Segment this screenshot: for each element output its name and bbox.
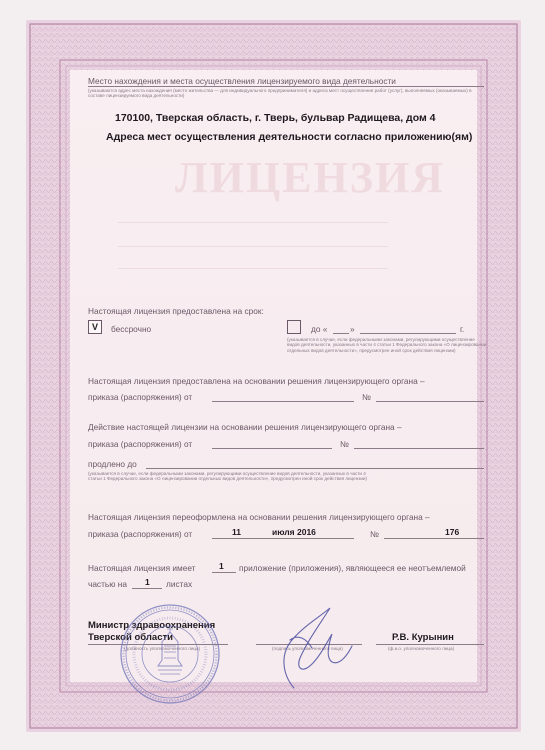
reissue-order-prefix: приказа (распоряжения) от (88, 529, 193, 539)
basis-number-line (376, 401, 484, 402)
annex-sheets-line (132, 588, 162, 589)
until-month-line (360, 333, 456, 334)
extended-until-line (146, 468, 484, 469)
position-caption: (должность уполномоченного лица) (124, 646, 201, 651)
extended-until-label: продлено до (88, 459, 137, 469)
indefinite-label: бессрочно (111, 324, 152, 334)
indefinite-checkbox: V (88, 320, 102, 334)
basis-number-sign: № (362, 392, 371, 402)
basis-order-prefix: приказа (распоряжения) от (88, 392, 193, 402)
annex-prefix: Настоящая лицензия имеет (88, 563, 196, 573)
name-caption: (ф.и.о. уполномоченного лица) (388, 646, 455, 651)
location-line (88, 86, 484, 87)
annex-count-line (212, 572, 236, 573)
basis-date-line (212, 401, 354, 402)
official-stamp (118, 602, 222, 706)
annex-part-prefix: частью на (88, 579, 127, 589)
reissue-day: 11 (232, 527, 241, 537)
name-line (376, 644, 484, 645)
extension-date-line (212, 448, 332, 449)
annex-sheets-suffix: листах (166, 579, 193, 589)
signer-name: Р.В. Курынин (392, 632, 454, 643)
reissue-number-sign: № (370, 529, 379, 539)
reissue-month-year: июля 2016 (272, 527, 316, 537)
watermark-line (118, 268, 388, 269)
background-watermark: ЛИЦЕНЗИЯ (175, 153, 446, 202)
until-suffix: г. (460, 324, 465, 334)
until-checkbox (287, 320, 301, 334)
reissue-date-line (212, 538, 354, 539)
until-mid: » (350, 324, 355, 334)
extension-number-line (354, 448, 484, 449)
annex-sheets: 1 (145, 577, 150, 587)
reissue-line: Настоящая лицензия переоформлена на основании решения лицензирующего органа – (88, 512, 430, 522)
handwritten-signature (260, 588, 370, 698)
watermark-line (118, 246, 388, 247)
annex-count: 1 (219, 561, 224, 571)
sign-caption: (подпись уполномоченного лица) (272, 646, 343, 651)
until-prefix: до « (311, 324, 328, 334)
reissue-number-line (384, 538, 484, 539)
extension-number-sign: № (340, 439, 349, 449)
basis-line: Настоящая лицензия предоставлена на основании решения лицензирующего органа – (88, 376, 425, 386)
location-label: Место нахождения и места осуществления лицензируемого вида деятельности (88, 76, 396, 86)
extension-line: Действие настоящей лицензии на основании решения лицензирующего органа – (88, 422, 402, 432)
annex-suffix: приложение (приложения), являющееся ее неотъемлемой (239, 563, 466, 573)
signer-position-line2: Тверской области (88, 632, 173, 643)
watermark-line (118, 222, 388, 223)
extension-note: (указывается в случае, если федеральными законами, регулирующими осуществление видов деятельности, указанных в части 4 статьи 1 Федерального закона «О лицензировании отдельных видов деятельности», предусмотрен иной срок действия лицензии) (88, 471, 368, 482)
until-note: (указывается в случае, если федеральными законами, регулирующими осуществление видов деятельности, указанных в части 4 статьи 1 Федерального закона «О лицензировании отдельных видов деятельности», предусмотрен иной срок действия лицензии) (287, 337, 487, 353)
address: 170100, Тверская область, г. Тверь, бульвар Радищева, дом 4 (115, 112, 436, 124)
term-label: Настоящая лицензия предоставлена на срок: (88, 306, 264, 316)
reissue-number: 176 (445, 527, 460, 537)
until-day-line (333, 333, 349, 334)
addresses-annex: Адреса мест осуществления деятельности согласно приложению(ям) (106, 131, 473, 143)
location-note: (указываются адрес места нахождения (место жительства — для индивидуального предпринимателя) и адреса мест осуществления работ (услуг), выполняемых (оказываемых) в составе лицензируемого вида деятельности) (88, 88, 472, 99)
signer-position-line1: Министр здравоохранения (88, 620, 216, 631)
extension-order-prefix: приказа (распоряжения) от (88, 439, 193, 449)
